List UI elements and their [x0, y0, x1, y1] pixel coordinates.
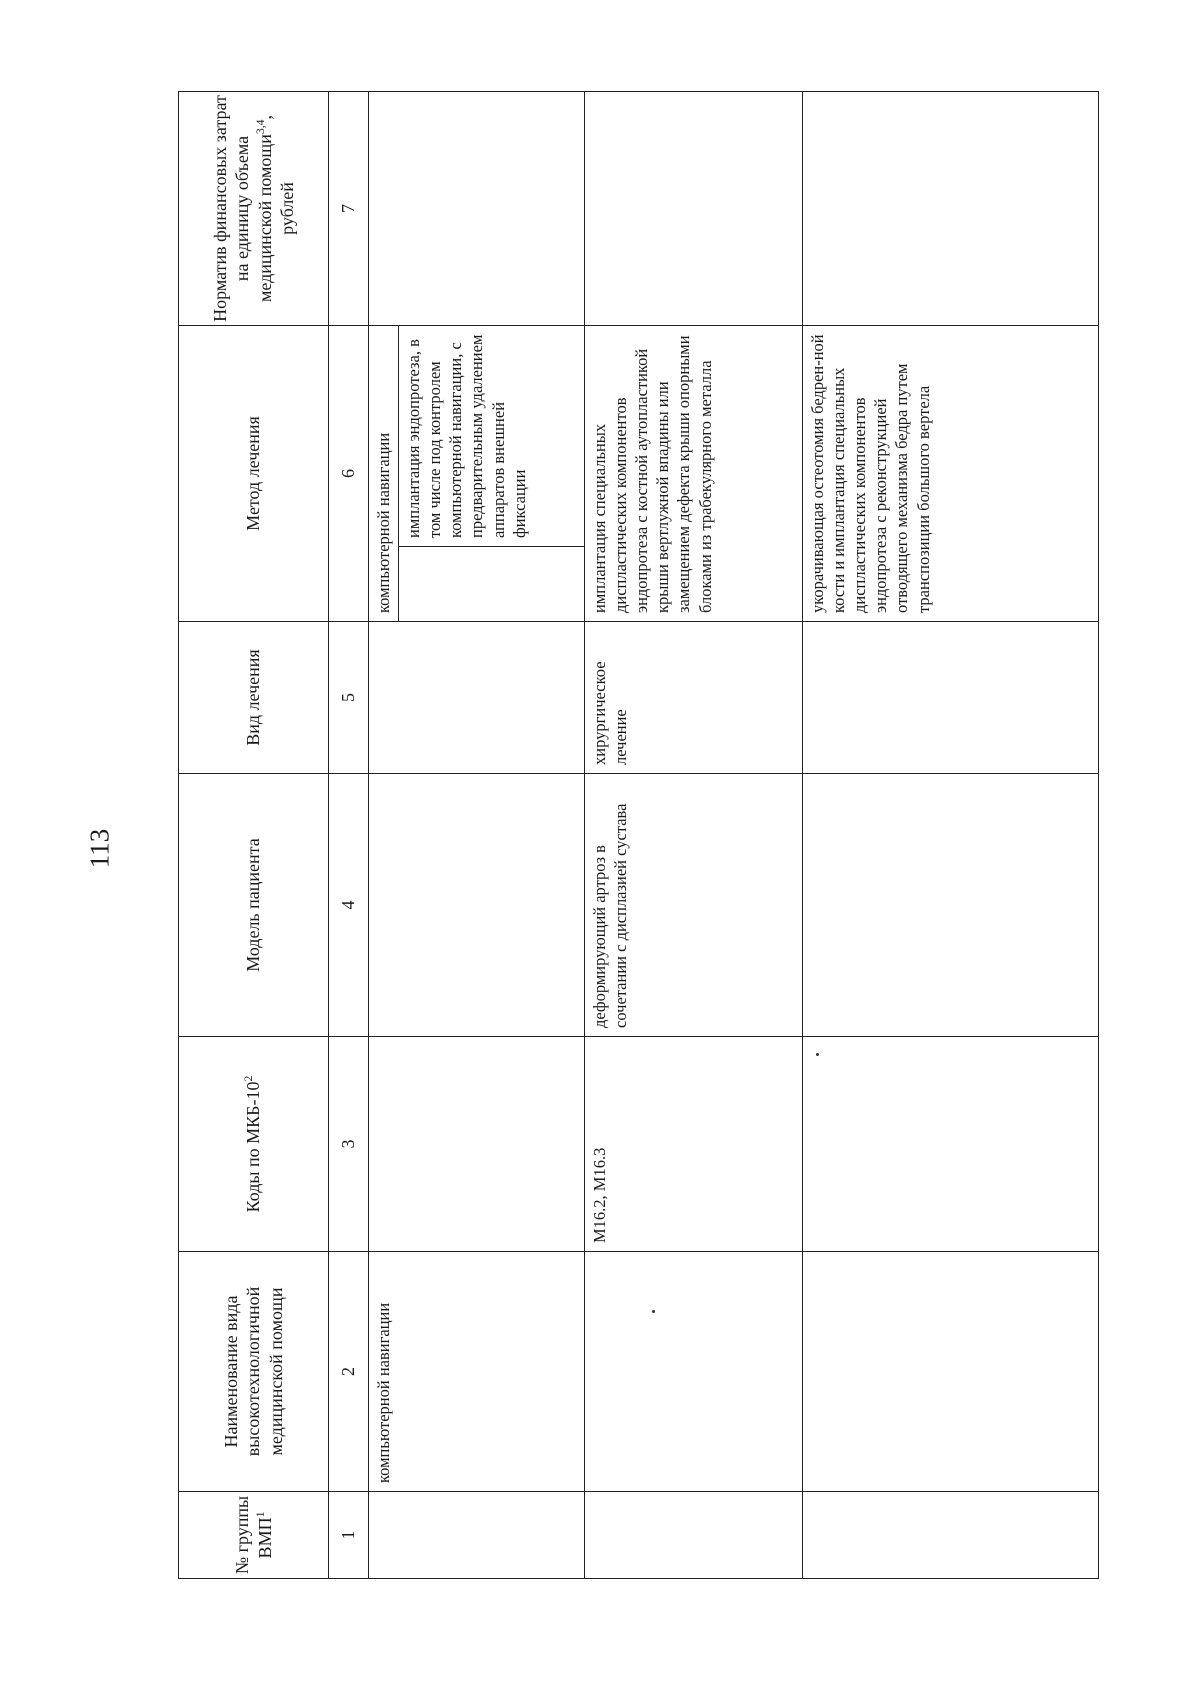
cell-group [369, 1492, 585, 1579]
cell-patient-model [369, 774, 585, 1037]
header-row [179, 92, 329, 1579]
method-sub-text: имплантация эндопротеза, в том числе под контролем компьютерной навигации, с предварительным удалением аппаратов внешней фиксации [404, 334, 529, 538]
cell-cost [585, 92, 803, 326]
method-top-text: компьютерной навигации [374, 432, 393, 613]
cell-treatment-type [803, 622, 1099, 774]
column-number: 1 [329, 1492, 369, 1579]
scan-speck [652, 1310, 655, 1313]
column-number: 4 [329, 774, 369, 1037]
table-row [585, 92, 803, 1579]
method-sub-indent [399, 546, 584, 621]
scan-speck [816, 1053, 819, 1056]
cell-treatment-method [369, 326, 585, 622]
cell-icd-codes [369, 1037, 585, 1252]
vmp-table [178, 91, 1099, 1579]
column-number: 5 [329, 622, 369, 774]
cell-vmp-name [803, 1252, 1099, 1492]
cell-group [803, 1492, 1099, 1579]
cell-icd-codes: M16.2, M16.3 [585, 1037, 803, 1252]
header-treatment-method: Метод лечения [179, 326, 329, 622]
method-sub-block [398, 326, 584, 621]
table-row [369, 92, 585, 1579]
cell-patient-model: деформирующий артроз в сочетании с дисплазией сустава [585, 774, 803, 1037]
cell-vmp-name [585, 1252, 803, 1492]
header-vmp-name: Наименование вида высокотехнологичной медицинской помощи [179, 1252, 329, 1492]
rotated-table-container [178, 92, 1098, 1579]
cell-patient-model [803, 774, 1099, 1037]
header-cost-standard: Норматив финансовых затрат на единицу объема медицинской помощи$^{3,4}$, рублей [179, 92, 329, 326]
cell-group [585, 1492, 803, 1579]
cell-treatment-method: укорачивающая остеотомия бедрен-ной кости и имплантация специальных диспластических компонентов эндопротеза с реконструкцией отводящего механизма бедра путем транспозиции большого вертела [803, 326, 1099, 622]
header-treatment-type: Вид лечения [179, 622, 329, 774]
cell-cost [803, 92, 1099, 326]
cell-vmp-name: компьютерной навигации [369, 1252, 585, 1492]
header-group-number: № группы ВМП$^1$ [179, 1492, 329, 1579]
header-patient-model: Модель пациента [179, 774, 329, 1037]
cell-icd-codes [803, 1037, 1099, 1252]
column-number: 6 [329, 326, 369, 622]
cell-treatment-method: имплантация специальных диспластических компонентов эндопротеза с костной аутопластикой крыши вертлужной впадины или замещением дефекта крыши опорными блоками из трабекулярного металла [585, 326, 803, 622]
column-number: 2 [329, 1252, 369, 1492]
table-row [803, 92, 1099, 1579]
header-icd-codes: Коды по МКБ-$10^2$ [179, 1037, 329, 1252]
column-number-row [329, 92, 369, 1579]
page-number: 113 [84, 828, 115, 868]
cell-cost [369, 92, 585, 326]
cell-treatment-type: хирургическое лечение [585, 622, 803, 774]
column-number: 7 [329, 92, 369, 326]
cell-treatment-type [369, 622, 585, 774]
column-number: 3 [329, 1037, 369, 1252]
